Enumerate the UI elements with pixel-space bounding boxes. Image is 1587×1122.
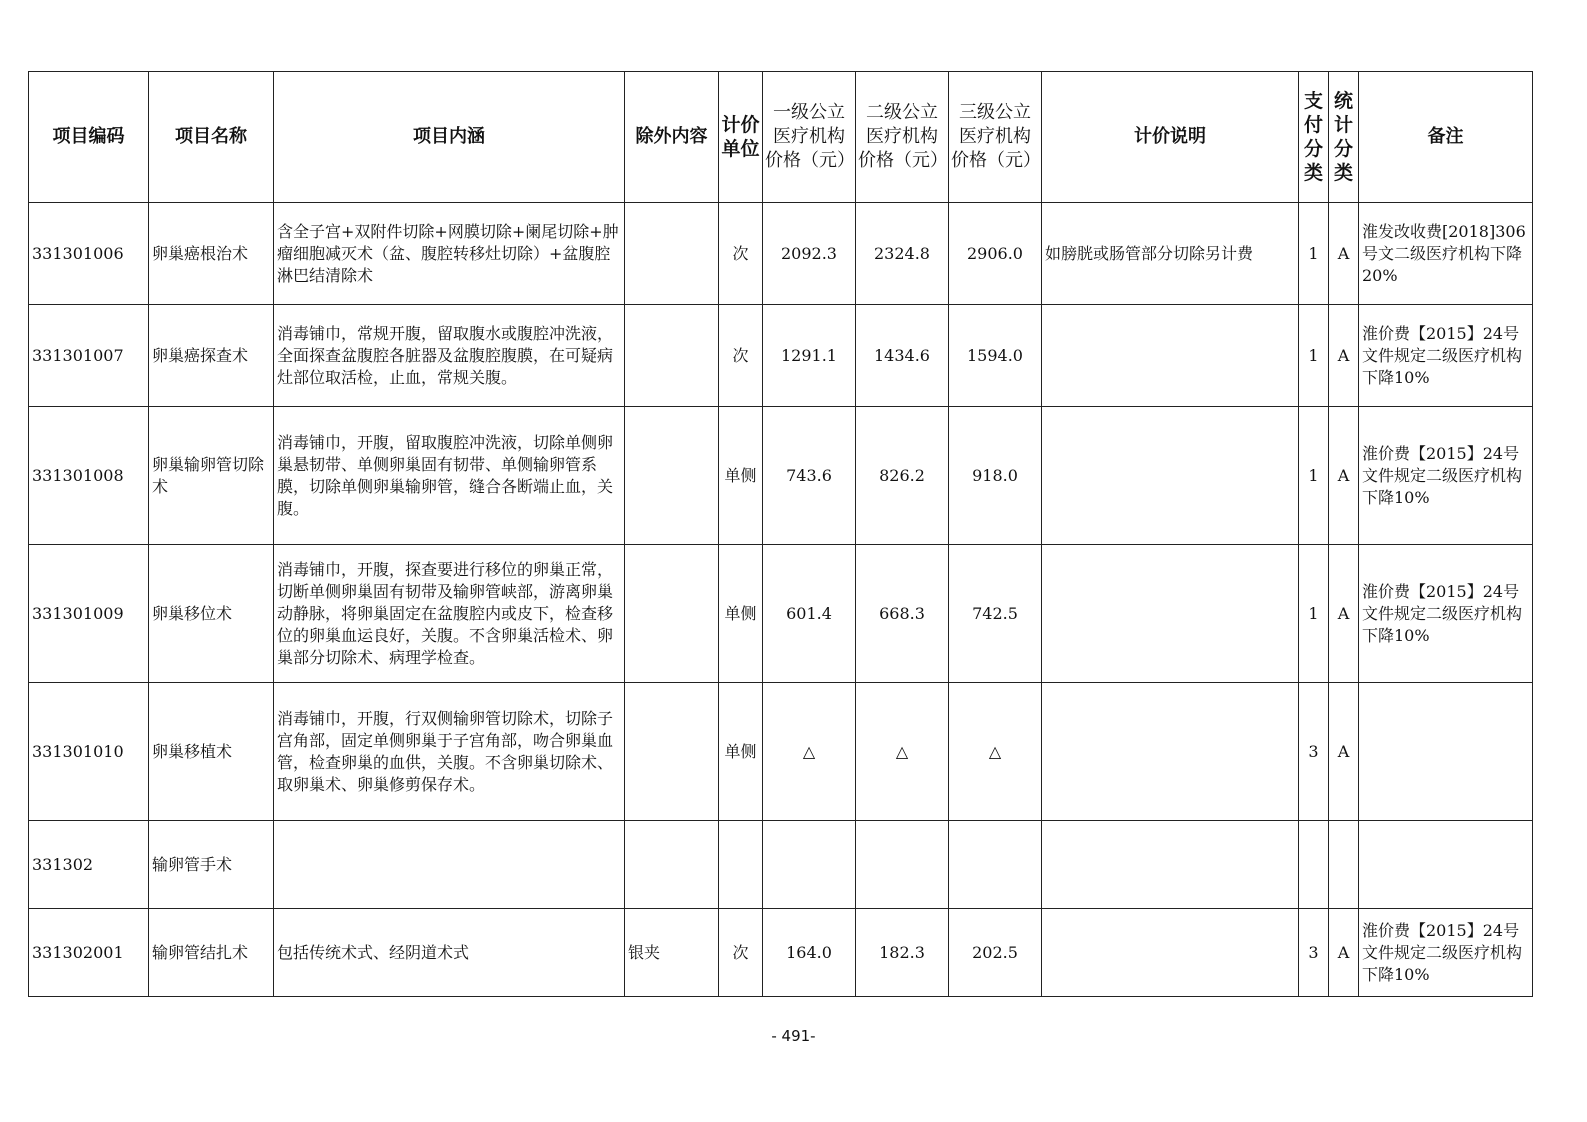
table-row	[29, 683, 1533, 821]
cell-excluded	[625, 683, 719, 821]
cell-code: 331302	[29, 821, 149, 909]
cell-remark: 淮价费【2015】24号文件规定二级医疗机构下降10%	[1359, 545, 1533, 683]
cell-excluded: 银夹	[625, 909, 719, 997]
cell-excluded	[625, 305, 719, 407]
cell-level3-price	[949, 821, 1042, 909]
cell-name: 卵巢移位术	[149, 545, 274, 683]
cell-pay-class: 3	[1299, 909, 1329, 997]
table-row	[29, 407, 1533, 545]
page-number: - 491-	[771, 1027, 816, 1045]
cell-level3-price: 2906.0	[949, 203, 1042, 305]
cell-level1-price: 1291.1	[763, 305, 856, 407]
cell-unit: 次	[719, 909, 763, 997]
price-table	[28, 71, 1533, 997]
cell-level2-price: 2324.8	[856, 203, 949, 305]
cell-content: 消毒铺巾，开腹，行双侧输卵管切除术，切除子宫角部，固定单侧卵巢于子宫角部，吻合卵巢血管，检查卵巢的血供，关腹。不含卵巢切除术、取卵巢术、卵巢修剪保存术。	[274, 683, 625, 821]
cell-stat-class: A	[1329, 305, 1359, 407]
cell-level1-price: △	[763, 683, 856, 821]
cell-content: 消毒铺巾，开腹，留取腹腔冲洗液，切除单侧卵巢悬韧带、单侧卵巢固有韧带、单侧输卵管系膜，切除单侧卵巢输卵管，缝合各断端止血，关腹。	[274, 407, 625, 545]
cell-unit: 单侧	[719, 545, 763, 683]
table-row	[29, 909, 1533, 997]
header-level2-price: 二级公立医疗机构价格（元）	[856, 72, 949, 203]
cell-level1-price: 601.4	[763, 545, 856, 683]
cell-remark	[1359, 821, 1533, 909]
cell-pricing-note	[1042, 821, 1299, 909]
cell-level2-price: 1434.6	[856, 305, 949, 407]
cell-name: 卵巢移植术	[149, 683, 274, 821]
header-excluded: 除外内容	[625, 72, 719, 203]
header-level1-price: 一级公立医疗机构价格（元）	[763, 72, 856, 203]
cell-code: 331301006	[29, 203, 149, 305]
cell-level2-price: 182.3	[856, 909, 949, 997]
cell-unit: 单侧	[719, 683, 763, 821]
cell-pricing-note	[1042, 305, 1299, 407]
cell-excluded	[625, 203, 719, 305]
cell-level1-price: 164.0	[763, 909, 856, 997]
cell-pay-class: 1	[1299, 203, 1329, 305]
cell-level3-price: 1594.0	[949, 305, 1042, 407]
cell-excluded	[625, 545, 719, 683]
cell-code: 331301008	[29, 407, 149, 545]
cell-pricing-note	[1042, 909, 1299, 997]
cell-remark: 淮价费【2015】24号文件规定二级医疗机构下降10%	[1359, 305, 1533, 407]
header-pay-class: 支付分类	[1299, 72, 1329, 203]
cell-pay-class: 3	[1299, 683, 1329, 821]
cell-name: 输卵管结扎术	[149, 909, 274, 997]
cell-stat-class	[1329, 821, 1359, 909]
cell-unit: 次	[719, 305, 763, 407]
header-level3-price: 三级公立医疗机构价格（元）	[949, 72, 1042, 203]
cell-level2-price: 668.3	[856, 545, 949, 683]
header-remark: 备注	[1359, 72, 1533, 203]
cell-level2-price	[856, 821, 949, 909]
cell-level3-price: 742.5	[949, 545, 1042, 683]
cell-name: 卵巢输卵管切除术	[149, 407, 274, 545]
cell-level1-price: 743.6	[763, 407, 856, 545]
cell-pay-class: 1	[1299, 545, 1329, 683]
header-unit: 计价单位	[719, 72, 763, 203]
cell-content: 包括传统术式、经阴道术式	[274, 909, 625, 997]
cell-excluded	[625, 407, 719, 545]
cell-remark: 淮发改收费[2018]306号文二级医疗机构下降20%	[1359, 203, 1533, 305]
cell-name: 卵巢癌根治术	[149, 203, 274, 305]
cell-unit	[719, 821, 763, 909]
cell-remark	[1359, 683, 1533, 821]
header-name: 项目名称	[149, 72, 274, 203]
cell-pricing-note	[1042, 545, 1299, 683]
cell-stat-class: A	[1329, 683, 1359, 821]
cell-excluded	[625, 821, 719, 909]
cell-remark: 淮价费【2015】24号文件规定二级医疗机构下降10%	[1359, 407, 1533, 545]
header-stat-class: 统计分类	[1329, 72, 1359, 203]
cell-content: 消毒铺巾，常规开腹，留取腹水或腹腔冲洗液，全面探查盆腹腔各脏器及盆腹腔腹膜，在可疑病灶部位取活检，止血，常规关腹。	[274, 305, 625, 407]
cell-remark: 淮价费【2015】24号文件规定二级医疗机构下降10%	[1359, 909, 1533, 997]
table-row	[29, 203, 1533, 305]
cell-name: 输卵管手术	[149, 821, 274, 909]
cell-code: 331301007	[29, 305, 149, 407]
cell-stat-class: A	[1329, 545, 1359, 683]
cell-stat-class: A	[1329, 909, 1359, 997]
cell-pricing-note: 如膀胱或肠管部分切除另计费	[1042, 203, 1299, 305]
table-row	[29, 545, 1533, 683]
cell-level2-price: △	[856, 683, 949, 821]
cell-stat-class: A	[1329, 407, 1359, 545]
table-row	[29, 305, 1533, 407]
cell-unit: 次	[719, 203, 763, 305]
cell-level3-price: 202.5	[949, 909, 1042, 997]
cell-stat-class: A	[1329, 203, 1359, 305]
cell-level1-price: 2092.3	[763, 203, 856, 305]
cell-code: 331302001	[29, 909, 149, 997]
header-content: 项目内涵	[274, 72, 625, 203]
cell-content: 消毒铺巾，开腹，探查要进行移位的卵巢正常，切断单侧卵巢固有韧带及输卵管峡部，游离卵巢动静脉，将卵巢固定在盆腹腔内或皮下，检查移位的卵巢血运良好，关腹。不含卵巢活检术、卵巢部分切除术、病理学检查。	[274, 545, 625, 683]
cell-level3-price: 918.0	[949, 407, 1042, 545]
cell-level2-price: 826.2	[856, 407, 949, 545]
table-row	[29, 821, 1533, 909]
cell-name: 卵巢癌探查术	[149, 305, 274, 407]
cell-content	[274, 821, 625, 909]
cell-content: 含全子宫+双附件切除+网膜切除+阑尾切除+肿瘤细胞减灭术（盆、腹腔转移灶切除）+盆腹腔淋巴结清除术	[274, 203, 625, 305]
cell-pay-class: 1	[1299, 305, 1329, 407]
cell-code: 331301009	[29, 545, 149, 683]
header-row	[29, 72, 1533, 203]
cell-code: 331301010	[29, 683, 149, 821]
cell-pay-class: 1	[1299, 407, 1329, 545]
cell-pay-class	[1299, 821, 1329, 909]
cell-pricing-note	[1042, 683, 1299, 821]
header-pricing-note: 计价说明	[1042, 72, 1299, 203]
header-code: 项目编码	[29, 72, 149, 203]
cell-level3-price: △	[949, 683, 1042, 821]
cell-unit: 单侧	[719, 407, 763, 545]
cell-pricing-note	[1042, 407, 1299, 545]
cell-level1-price	[763, 821, 856, 909]
